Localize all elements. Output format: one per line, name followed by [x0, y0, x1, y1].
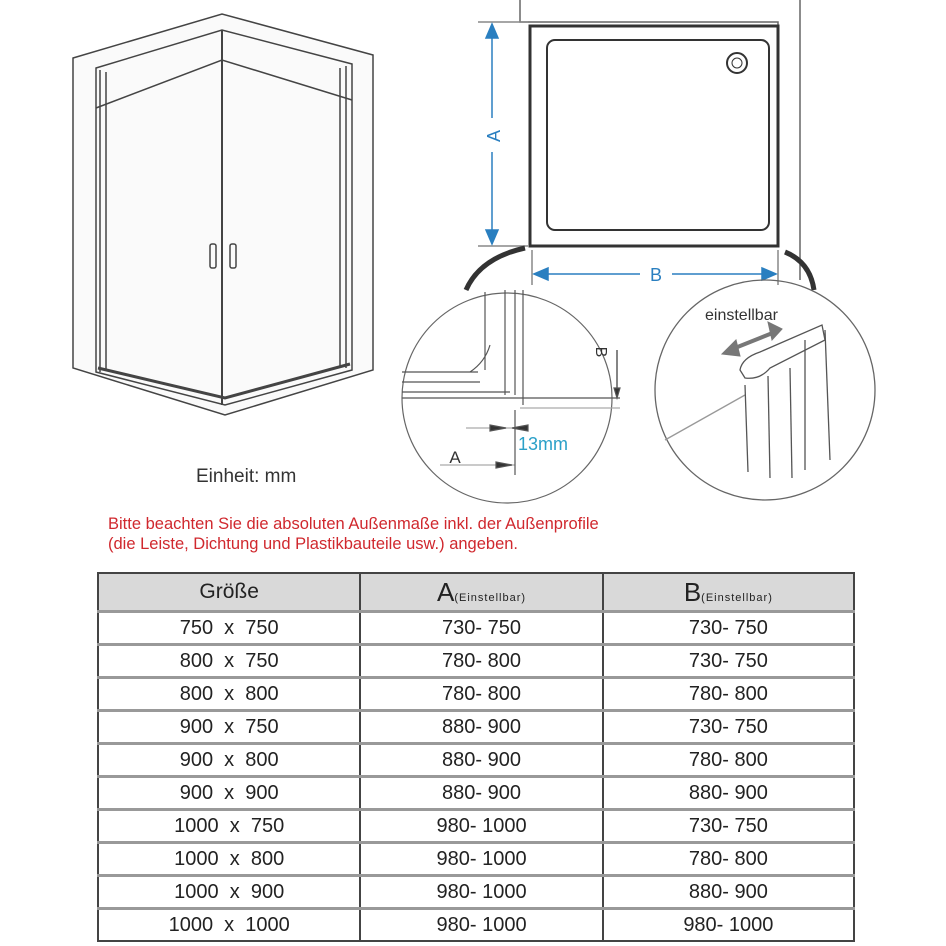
measurement-note [108, 514, 599, 554]
note-line-2: (die Leiste, Dichtung und Plastikbauteile usw.) angeben. [108, 535, 519, 553]
a-range-cell: 730- 750 [360, 612, 602, 645]
table-row [98, 678, 854, 711]
dimension-b-label: B [649, 265, 663, 285]
table-row [98, 777, 854, 810]
size-cell: 1000 x 800 [98, 843, 360, 876]
size-cell: 900 x 750 [98, 711, 360, 744]
b-range-cell: 780- 800 [603, 843, 854, 876]
header-a: A(Einstellbar) [360, 573, 602, 612]
b-range-cell: 880- 900 [603, 777, 854, 810]
size-cell: 900 x 900 [98, 777, 360, 810]
a-range-cell: 980- 1000 [360, 810, 602, 843]
a-range-cell: 880- 900 [360, 711, 602, 744]
size-cell: 1000 x 750 [98, 810, 360, 843]
table-row [98, 744, 854, 777]
size-table [97, 572, 855, 942]
enclosure-3d-drawing [73, 14, 373, 415]
header-b: B(Einstellbar) [603, 573, 854, 612]
gap-label: 13mm [518, 434, 569, 454]
a-range-cell: 780- 800 [360, 678, 602, 711]
header-size: Größe [98, 573, 360, 612]
detail-b-label: B [592, 346, 609, 358]
b-range-cell: 730- 750 [603, 612, 854, 645]
table-row [98, 909, 854, 942]
plan-view-drawing [520, 0, 800, 280]
dimension-a-label: A [484, 129, 504, 143]
a-range-cell: 880- 900 [360, 777, 602, 810]
note-line-1: Bitte beachten Sie die absoluten Außenmaße inkl. der Außenprofile [108, 515, 599, 533]
size-cell: 900 x 800 [98, 744, 360, 777]
b-range-cell: 880- 900 [603, 876, 854, 909]
a-range-cell: 980- 1000 [360, 909, 602, 942]
size-cell: 1000 x 900 [98, 876, 360, 909]
table-row [98, 645, 854, 678]
b-range-cell: 730- 750 [603, 645, 854, 678]
unit-label: Einheit: mm [196, 466, 297, 487]
a-range-cell: 980- 1000 [360, 843, 602, 876]
b-range-cell: 730- 750 [603, 810, 854, 843]
size-cell: 800 x 750 [98, 645, 360, 678]
adjustable-label: einstellbar [705, 307, 778, 324]
size-cell: 750 x 750 [98, 612, 360, 645]
table-row [98, 810, 854, 843]
a-range-cell: 780- 800 [360, 645, 602, 678]
b-range-cell: 730- 750 [603, 711, 854, 744]
size-cell: 800 x 800 [98, 678, 360, 711]
detail-a-label: A [449, 448, 461, 467]
size-cell: 1000 x 1000 [98, 909, 360, 942]
a-range-cell: 980- 1000 [360, 876, 602, 909]
table-row [98, 612, 854, 645]
b-range-cell: 780- 800 [603, 678, 854, 711]
table-row [98, 876, 854, 909]
a-range-cell: 880- 900 [360, 744, 602, 777]
b-range-cell: 780- 800 [603, 744, 854, 777]
table-row [98, 843, 854, 876]
table-row [98, 711, 854, 744]
connector-arc-left [466, 248, 525, 290]
detail-circle-left [402, 290, 620, 503]
b-range-cell: 980- 1000 [603, 909, 854, 942]
table-header-row [98, 573, 854, 612]
